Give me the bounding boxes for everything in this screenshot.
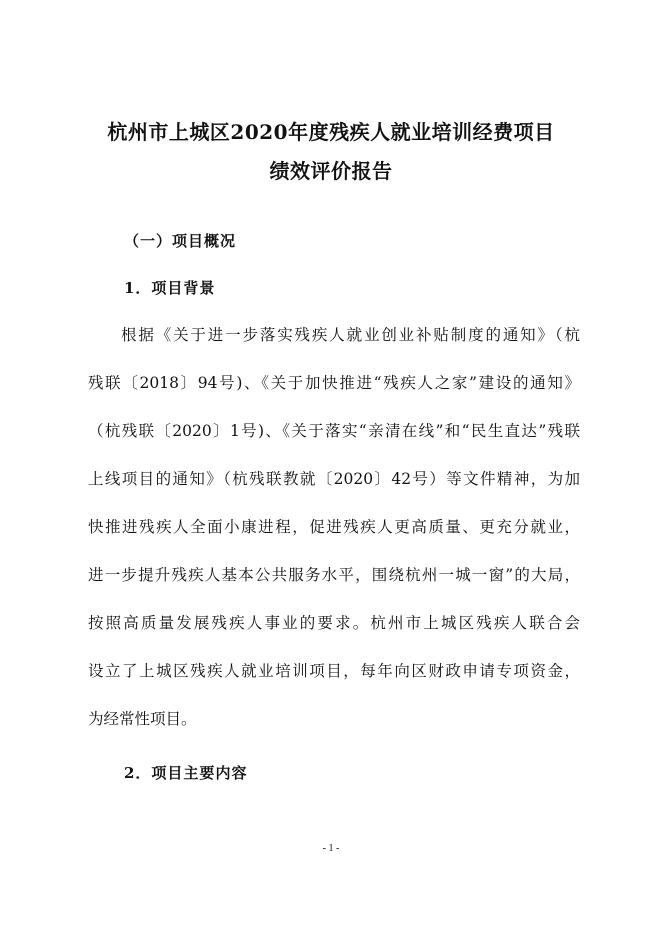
paragraph-line: 为经常性项目。 [88,710,197,728]
section-heading-overview: （一）项目概况 [124,232,237,250]
paragraph-line: 设立了上城区残疾人就业培训项目，每年向区财政申请专项资金， [88,662,580,680]
paragraph-line: 进一步提升残疾人基本公共服务水平，围绕杭州一城一窗”的大局， [88,566,580,584]
paragraph-line: （杭残联〔2020〕1号)、《关于落实“亲清在线”和“民生直达”残联 [88,422,580,440]
report-title-line-2: 绩效评价报告 [269,159,393,183]
subsection-heading-background: 1．项目背景 [124,279,216,297]
report-title-line-1: 杭州市上城区2020年度残疾人就业培训经费项目 [107,120,555,144]
paragraph-line: 残联〔2018〕94号)、《关于加快推进“残疾人之家”建设的通知》 [88,374,580,392]
page-number: - 1 - [322,843,340,854]
paragraph-line: 按照高质量发展残疾人事业的要求。杭州市上城区残疾人联合会 [88,614,580,632]
subsection-heading-content: 2．项目主要内容 [124,764,248,782]
paragraph-line: 根据《关于进一步落实残疾人就业创业补贴制度的通知》（杭 [121,326,580,344]
paragraph-line: 上线项目的通知》（杭残联教就〔2020〕42号）等文件精神，为加 [88,470,580,488]
paragraph-line: 快推进残疾人全面小康进程，促进残疾人更高质量、更充分就业， [88,518,580,536]
